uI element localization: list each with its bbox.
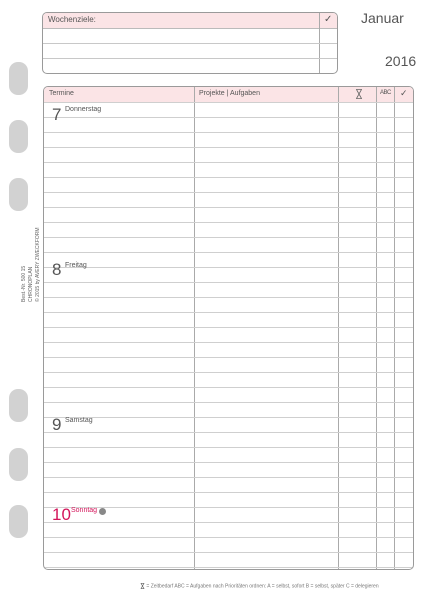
col-header-projekte: Projekte | Aufgaben bbox=[199, 90, 260, 97]
priority-abc-label: ABC bbox=[380, 90, 391, 96]
ruled-line bbox=[44, 537, 413, 538]
punch-hole bbox=[9, 120, 28, 153]
ruled-line bbox=[44, 267, 413, 268]
ruled-line bbox=[44, 327, 413, 328]
checkmark-icon: ✓ bbox=[324, 14, 333, 25]
day-name-sunday: Sonntag bbox=[71, 507, 98, 514]
holiday-dot-icon bbox=[99, 508, 106, 515]
col-divider bbox=[194, 87, 195, 569]
ruled-line bbox=[44, 477, 413, 478]
order-number: Best.-Nr. 500 15 bbox=[21, 265, 27, 302]
ruled-line bbox=[44, 372, 413, 373]
punch-hole bbox=[9, 389, 28, 422]
day-name: Freitag bbox=[65, 262, 87, 269]
punch-hole bbox=[9, 448, 28, 481]
col-divider bbox=[394, 87, 395, 569]
week-goals-header bbox=[43, 13, 337, 29]
ruled-line bbox=[44, 342, 413, 343]
ruled-line bbox=[44, 102, 413, 103]
ruled-line bbox=[44, 492, 413, 493]
ruled-line bbox=[44, 297, 413, 298]
month-title: Januar bbox=[361, 10, 404, 26]
day-number-sunday: 10 bbox=[52, 505, 71, 524]
ruled-line bbox=[44, 117, 413, 118]
ruled-line bbox=[44, 192, 413, 193]
hourglass-icon bbox=[355, 89, 363, 99]
ruled-line bbox=[44, 312, 413, 313]
day-name: Donnerstag bbox=[65, 106, 102, 113]
copyright: © 2015 by AVERY ZWECKFORM bbox=[35, 227, 41, 302]
ruled-line bbox=[44, 162, 413, 163]
week-goals-label: Wochenziele: bbox=[48, 15, 96, 24]
ruled-line bbox=[44, 207, 413, 208]
ruled-line bbox=[44, 387, 413, 388]
ruled-line bbox=[44, 282, 413, 283]
ruled-line bbox=[44, 357, 413, 358]
day-number: 9 bbox=[52, 415, 62, 434]
ruled-line bbox=[44, 462, 413, 463]
ruled-line bbox=[44, 222, 413, 223]
ruled-line bbox=[44, 132, 413, 133]
year-title: 2016 bbox=[385, 53, 417, 69]
ruled-line bbox=[44, 417, 413, 418]
week-goals-line bbox=[43, 58, 337, 59]
ruled-line bbox=[44, 147, 413, 148]
publisher-info bbox=[21, 152, 41, 302]
col-divider bbox=[338, 87, 339, 569]
week-goals-line bbox=[43, 43, 337, 44]
day-number: 7 bbox=[52, 105, 62, 124]
ruled-line bbox=[44, 432, 413, 433]
legend-footer bbox=[140, 583, 379, 589]
day-name: Samstag bbox=[65, 417, 93, 424]
day-number: 8 bbox=[52, 260, 62, 279]
col-header-termine: Termine bbox=[49, 90, 74, 97]
ruled-line bbox=[44, 252, 413, 253]
punch-hole bbox=[9, 62, 28, 95]
week-goals-box bbox=[42, 12, 338, 74]
brand-name: CHRONOPLAN bbox=[28, 266, 34, 302]
day-planner-grid bbox=[43, 86, 414, 570]
ruled-line bbox=[44, 522, 413, 523]
checkmark-icon: ✓ bbox=[400, 88, 408, 98]
punch-hole bbox=[9, 505, 28, 538]
legend-text: = Zeitbedarf ABC = Aufgaben nach Prioritäten ordnen: A = selbst, sofort B = selbst, später C = delegieren bbox=[146, 583, 379, 590]
ruled-line bbox=[44, 237, 413, 238]
ruled-line bbox=[44, 177, 413, 178]
ruled-line bbox=[44, 447, 413, 448]
grid-header bbox=[44, 87, 413, 102]
ruled-line bbox=[44, 402, 413, 403]
ruled-line bbox=[44, 567, 413, 568]
col-divider bbox=[376, 87, 377, 569]
ruled-line bbox=[44, 552, 413, 553]
